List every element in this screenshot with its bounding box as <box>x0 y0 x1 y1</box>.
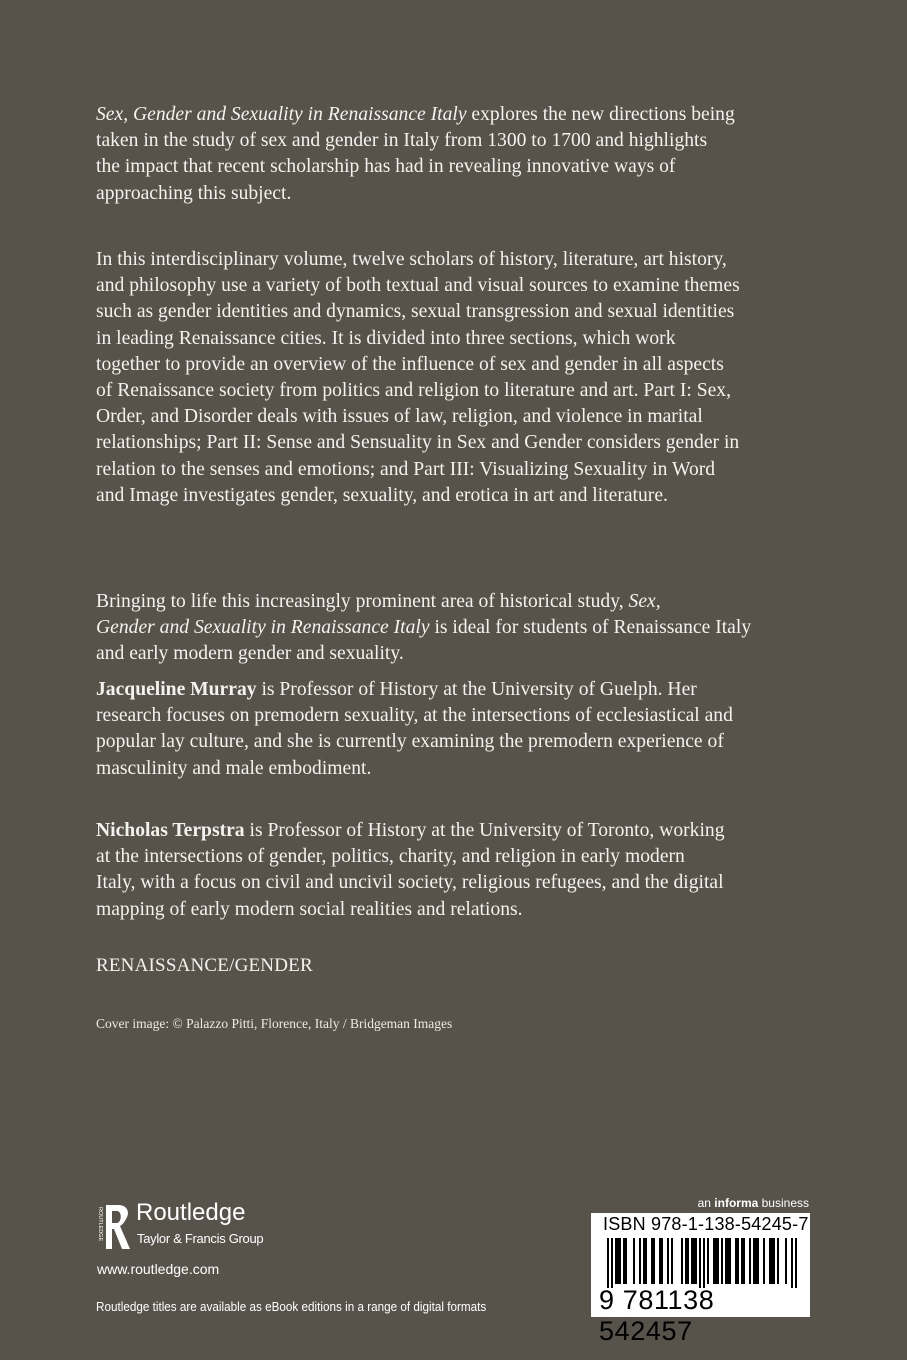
barcode-bar <box>695 1238 697 1284</box>
text-line: taken in the study of sex and gender in Italy from 1300 to 1700 and highlights <box>96 130 708 152</box>
barcode-bar <box>757 1238 759 1284</box>
text: is Professor of History at the University of Guelph. Her <box>256 679 697 700</box>
text-line: the impact that recent scholarship has had in revealing innovative ways of <box>96 156 676 178</box>
publisher-group: Taylor & Francis Group <box>137 1231 264 1246</box>
barcode-bar <box>721 1238 723 1284</box>
barcode-bar <box>699 1238 701 1288</box>
barcode-bar <box>661 1238 663 1284</box>
barcode-bar <box>749 1238 751 1284</box>
text-line: relationships; Part II: Sense and Sensuality in Sex and Gender considers gender in <box>96 432 740 454</box>
text-line: research focuses on premodern sexuality, at the intersections of ecclesiastical and <box>96 705 733 727</box>
text-line: such as gender identities and dynamics, sexual transgression and sexual identities <box>96 301 735 323</box>
cover-image-credit: Cover image: © Palazzo Pitti, Florence, Italy / Bridgeman Images <box>96 1016 453 1031</box>
barcode-bar <box>777 1238 779 1284</box>
barcode-bar <box>625 1238 627 1284</box>
description-paragraph-2 <box>96 247 740 509</box>
book-title: Sex, <box>628 591 661 612</box>
text-line: and philosophy use a variety of both textual and visual sources to examine themes <box>96 275 740 297</box>
text-line: of Renaissance society from politics and religion to literature and art. Part I: Sex, <box>96 380 731 402</box>
barcode-bar <box>763 1238 765 1284</box>
barcode-bar <box>795 1238 797 1288</box>
barcode-bar <box>743 1238 745 1284</box>
barcode-bar <box>659 1238 661 1284</box>
barcode-bar <box>691 1238 693 1284</box>
barcode-bar <box>737 1238 739 1284</box>
text-line: at the intersections of gender, politics, charity, and religion in early modern <box>96 846 685 868</box>
informa-tagline: an informa business <box>697 1196 809 1210</box>
barcode-bar <box>707 1238 709 1284</box>
barcode-bar <box>735 1238 737 1284</box>
barcode-bar <box>615 1238 617 1284</box>
barcode-bar <box>773 1238 775 1284</box>
text: is ideal for students of Renaissance Italy <box>429 617 752 639</box>
barcode-bar <box>727 1238 729 1284</box>
text-line: and Image investigates gender, sexuality, and erotica in art and literature. <box>96 484 668 506</box>
barcode-bars <box>599 1238 803 1288</box>
barcode-bar <box>617 1238 619 1284</box>
barcode-bar <box>643 1238 645 1284</box>
text-line: together to provide an overview of the influence of sex and gender in all aspects <box>96 353 724 375</box>
barcode-bar <box>693 1238 695 1284</box>
barcode-bar <box>685 1238 687 1284</box>
barcode-bar <box>639 1238 641 1284</box>
description-paragraph-1 <box>96 102 735 207</box>
text-line: masculinity and male embodiment. <box>96 757 372 779</box>
publisher-website: www.routledge.com <box>97 1261 220 1277</box>
text-line: popular lay culture, and she is currently examining the premodern experience of <box>96 731 724 753</box>
barcode-bar <box>623 1238 625 1284</box>
text-line: In this interdisciplinary volume, twelve scholars of history, literature, art history, <box>96 249 727 270</box>
barcode-bar <box>791 1238 793 1288</box>
barcode-bar <box>645 1238 647 1284</box>
text: is Professor of History at the University of Toronto, working <box>244 820 725 841</box>
barcode-bar <box>713 1238 715 1284</box>
text-line: in leading Renaissance cities. It is divided into three sections, which work <box>96 327 676 349</box>
barcode-bar <box>785 1238 787 1284</box>
text: explores the new directions being <box>466 104 735 125</box>
editor-name: Nicholas Terpstra <box>96 820 245 841</box>
isbn-barcode <box>591 1213 810 1346</box>
text-line: relation to the senses and emotions; and Part III: Visualizing Sexuality in Word <box>96 458 716 480</box>
barcode-bar <box>769 1238 771 1284</box>
barcode-bar <box>667 1238 669 1284</box>
editor-name: Jacqueline Murray <box>96 679 257 700</box>
text-line: Order, and Disorder deals with issues of law, religion, and violence in marital <box>96 406 703 428</box>
publisher-name: Routledge <box>136 1199 246 1226</box>
barcode-bar <box>741 1238 743 1284</box>
series-label: RENAISSANCE/GENDER <box>96 955 313 976</box>
barcode-bar <box>703 1238 705 1288</box>
barcode-bar <box>715 1238 717 1284</box>
barcode-bar <box>717 1238 719 1284</box>
barcode-bar <box>619 1238 621 1284</box>
book-title: Gender and Sexuality in Renaissance Italy <box>96 617 430 639</box>
barcode-bar <box>681 1238 683 1284</box>
text-line: approaching this subject. <box>96 182 292 204</box>
editor-bio-murray <box>96 677 733 782</box>
text-line: and early modern gender and sexuality. <box>96 643 404 665</box>
description-paragraph-3 <box>96 589 751 668</box>
barcode-bar <box>671 1238 673 1284</box>
barcode-bar <box>607 1238 609 1288</box>
svg-text:ROUTLEDGE: ROUTLEDGE <box>97 1207 103 1242</box>
barcode-bar <box>653 1238 655 1284</box>
barcode-bar <box>611 1238 613 1288</box>
barcode-bar <box>729 1238 731 1284</box>
barcode-bar <box>687 1238 689 1284</box>
barcode-digits: 9 781138 542457 <box>599 1285 715 1346</box>
routledge-logo <box>96 1199 286 1253</box>
barcode-bar <box>651 1238 653 1284</box>
isbn-number: ISBN 978-1-138-54245-7 <box>603 1214 809 1234</box>
book-title: Sex, Gender and Sexuality in Renaissance Italy <box>96 104 467 125</box>
ebook-note: Routledge titles are available as eBook editions in a range of digital formats <box>96 1299 487 1314</box>
barcode-bar <box>633 1238 635 1284</box>
routledge-r-icon <box>96 1203 132 1251</box>
barcode-bar <box>753 1238 755 1284</box>
text-line: Italy, with a focus on civil and uncivil society, religious refugees, and the digital <box>96 872 724 894</box>
editor-bio-terpstra <box>96 818 725 923</box>
barcode-bar <box>771 1238 773 1284</box>
text: Bringing to life this increasingly prominent area of historical study, <box>96 591 629 612</box>
barcode-bar <box>725 1238 727 1284</box>
text-line: mapping of early modern social realities and relations. <box>96 898 523 920</box>
barcode-bar <box>755 1238 757 1284</box>
